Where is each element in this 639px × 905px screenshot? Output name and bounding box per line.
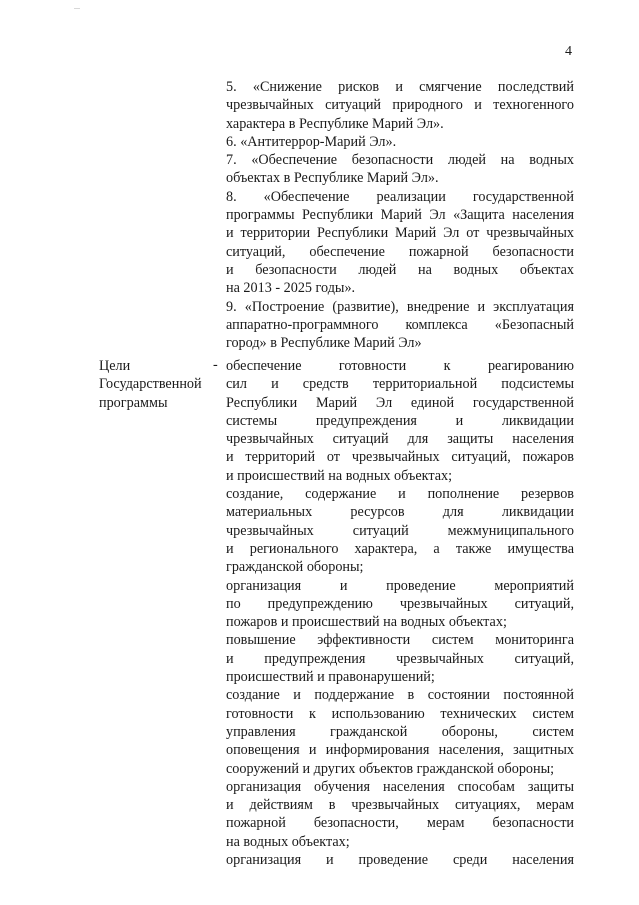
text-line: и предупреждения чрезвычайных ситуаций, [226,650,574,667]
text-line: и безопасности людей на водных объектах [226,261,574,278]
subprogram-item [226,78,574,133]
text-line: 8. «Обеспечение реализации государственной [226,188,574,205]
text-line: объектах в Республике Марий Эл». [226,170,439,187]
text-line: 5. «Снижение рисков и смягчение последствий [226,79,574,95]
text-line: повышение эффективности систем мониторинга [226,632,574,649]
goals-label-line: программы [99,394,168,411]
subprograms-list [226,78,574,352]
text-line: 7. «Обеспечение безопасности людей на водных [226,152,574,169]
text-line: материальных ресурсов для ликвидации [226,504,574,521]
goal-item [226,851,574,869]
goal-item [226,686,574,777]
text-line: ситуаций, обеспечение пожарной безопасности [226,243,574,260]
text-line: 9. «Построение (развитие), внедрение и эксплуатация [226,298,574,315]
text-line: чрезвычайных ситуаций для защиты населения [226,431,574,448]
subprogram-item [226,188,574,298]
text-line: обеспечение готовности к реагированию [226,358,574,374]
text-line: чрезвычайных ситуаций межмуниципального [226,522,574,539]
goals-dash: - [213,357,218,373]
goals-label [99,357,219,412]
text-line: чрезвычайных ситуаций природного и техногенного [226,97,574,114]
subprogram-item [226,151,574,188]
text-line: и территории Республики Марий Эл от чрезвычайных [226,225,574,242]
text-line: 6. «Антитеррор-Марий Эл». [226,133,397,150]
text-line: готовности к использованию технических систем [226,705,574,722]
text-line: создание и поддержание в состоянии постоянной [226,687,574,704]
text-line: Республики Марий Эл единой государственной [226,394,574,411]
text-line: аппаратно-программного комплекса «Безопасный [226,316,574,333]
subprogram-item [226,133,574,151]
text-line: программы Республики Марий Эл «Защита населения [226,207,574,224]
page-number: 4 [565,44,572,59]
goal-item [226,631,574,686]
subprogram-item [226,298,574,353]
text-line: управления гражданской обороны, систем [226,723,574,740]
text-line: системы предупреждения и ликвидации [226,412,574,429]
text-line: на водных объектах; [226,833,350,850]
goals-label-line: Государственной [99,376,202,393]
text-line: организация и проведение среди населения [226,852,574,869]
text-line: пожарной безопасности, мерам безопасности [226,815,574,832]
text-line: организация и проведение мероприятий [226,577,574,594]
goal-item [226,778,574,851]
text-line: и действиям в чрезвычайных ситуациях, мерам [226,797,574,814]
text-line: и территорий от чрезвычайных ситуаций, пожаров [226,449,574,466]
text-line: гражданской обороны; [226,559,364,576]
text-line: сил и средств территориальной подсистемы [226,376,574,393]
text-line: и происшествий на водных объектах; [226,467,453,484]
text-line: оповещения и информирования населения, защитных [226,742,574,759]
text-line: по предупреждению чрезвычайных ситуаций, [226,595,574,612]
text-line: город» в Республике Марий Эл» [226,335,422,352]
text-line: и регионального характера, а также имущества [226,540,574,557]
scan-mark [74,8,80,9]
text-line: сооружений и других объектов гражданской обороны; [226,760,555,777]
goals-list [226,357,574,869]
text-line: организация обучения населения способам защиты [226,778,574,795]
text-line: пожаров и происшествий на водных объектах; [226,614,507,631]
text-line: характера в Республике Марий Эл». [226,115,444,132]
goals-label-line: Цели [99,358,131,374]
goal-item [226,485,574,576]
goal-item [226,357,574,485]
text-line: создание, содержание и пополнение резервов [226,486,574,503]
goal-item [226,577,574,632]
text-line: происшествий и правонарушений; [226,669,435,686]
text-line: на 2013 - 2025 годы». [226,280,356,297]
